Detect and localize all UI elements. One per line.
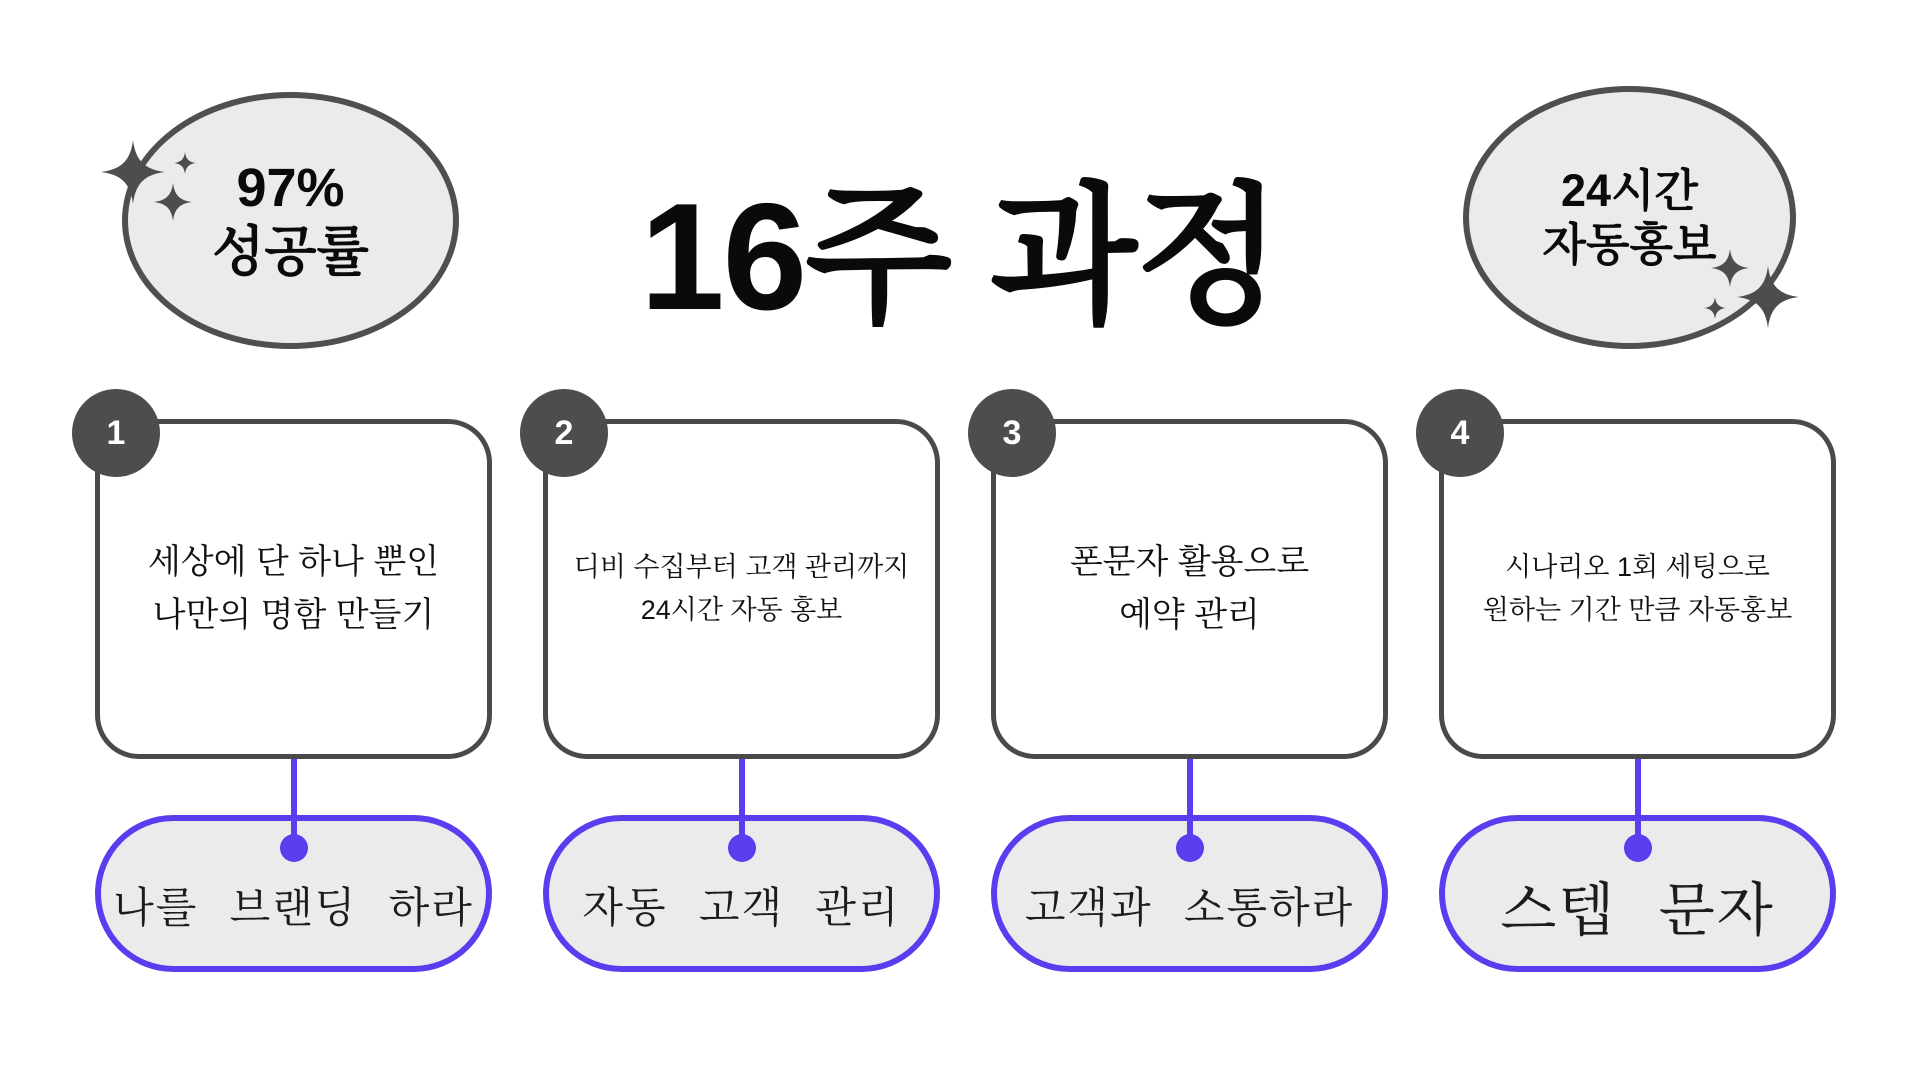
step-card-text-line: 디비 수집부터 고객 관리까지 (573, 551, 910, 582)
step-column-2 (543, 413, 940, 979)
success-rate-label: 성공률 (212, 221, 369, 282)
step-pill-label: 스텝 문자 (1500, 875, 1775, 944)
step-column-3 (991, 413, 1388, 979)
connector-dot (1176, 834, 1204, 862)
step-pill-label: 고객과 소통하라 (1024, 882, 1355, 932)
step-card-text-line: 원하는 기간 만큼 자동홍보 (1482, 595, 1793, 625)
step-number-badge: 1 (72, 389, 160, 477)
step-card (95, 419, 492, 759)
step-card-text-line: 시나리오 1회 세팅으로 (1505, 551, 1770, 582)
step-card (1439, 419, 1836, 759)
step-card-text-line: 예약 관리 (1119, 596, 1260, 634)
auto-promo-label: 자동홍보 (1542, 218, 1717, 270)
step-card-text-line: 나만의 명함 만들기 (152, 596, 435, 634)
connector-dot (280, 834, 308, 862)
step-pill-label: 나를 브랜딩 하라 (113, 882, 474, 932)
sparkle-icon (1704, 297, 1726, 319)
step-column-1 (95, 413, 492, 979)
sparkle-icon (154, 183, 192, 221)
success-rate-value: 97% (236, 157, 345, 218)
auto-promo-value: 24시간 (1561, 165, 1698, 217)
step-card-text-line: 세상에 단 하나 뿐인 (147, 543, 440, 582)
step-number-badge: 4 (1416, 389, 1504, 477)
step-card-text-line: 폰문자 활용으로 (1069, 543, 1310, 582)
sparkle-icon (1737, 266, 1799, 328)
page-title: 16주 과정 (640, 171, 1280, 342)
step-column-4 (1439, 413, 1836, 979)
connector-dot (1624, 834, 1652, 862)
step-card (991, 419, 1388, 759)
step-card (543, 419, 940, 759)
step-card-text-line: 24시간 자동 홍보 (640, 595, 843, 625)
step-number-badge: 3 (968, 389, 1056, 477)
step-pill-label: 자동 고객 관리 (582, 882, 901, 932)
sparkle-icon (174, 152, 196, 174)
step-number-badge: 2 (520, 389, 608, 477)
connector-dot (728, 834, 756, 862)
